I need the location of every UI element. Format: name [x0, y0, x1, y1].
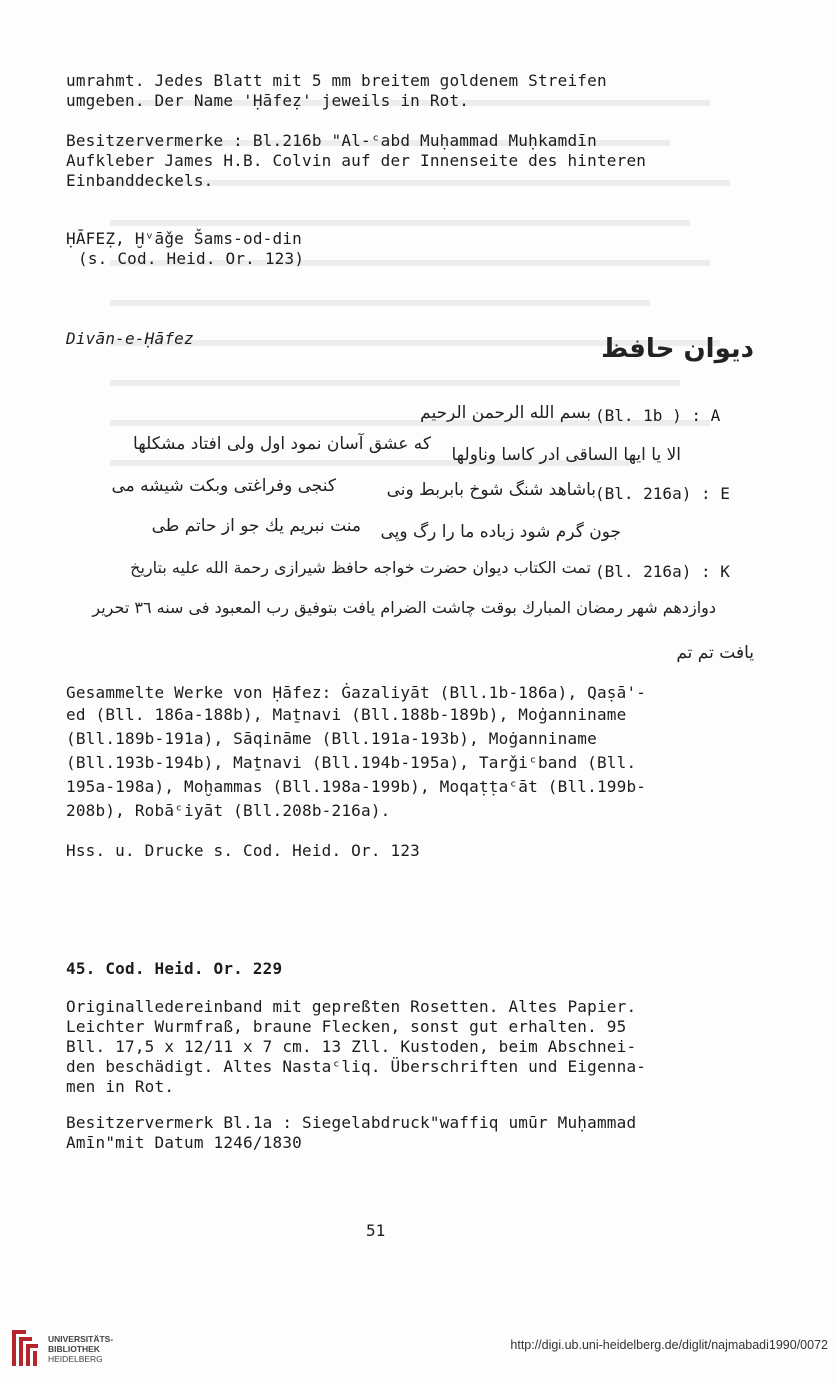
text-line: Originalledereinband mit gepreßten Rosetten. Altes Papier.	[66, 997, 637, 1016]
text-line: ed (Bll. 186a-188b), Maṯnavi (Bll.188b-189b), Moġanniname	[66, 705, 627, 724]
logo-text-line: HEIDELBERG	[48, 1354, 103, 1364]
entry-number-heading: 45. Cod. Heid. Or. 229	[66, 959, 283, 978]
text-line: Einbanddeckels.	[66, 171, 214, 190]
text-line: Bll. 17,5 x 12/11 x 7 cm. 13 Zll. Kustoden, beim Abschnei-	[66, 1037, 637, 1056]
text-line: (Bll.189b-191a), Sāqināme (Bll.191a-193b), Moġanniname	[66, 729, 597, 748]
logo-text-line: BIBLIOTHEK	[48, 1344, 100, 1354]
arabic-incipit: بسم الله الرحمن الرحيم	[420, 403, 591, 423]
arabic-verse: كه عشق آسان نمود اول ولى افتاد مشكلها	[133, 434, 431, 454]
text-line: Amīn"mit Datum 1246/1830	[66, 1133, 302, 1152]
text-line: (Bll.193b-194b), Maṯnavi (Bll.194b-195a), Tarǧiᶜband (Bll.	[66, 753, 637, 772]
logo-text-line: UNIVERSITÄTS-	[48, 1334, 114, 1344]
footer-bar	[0, 1318, 836, 1378]
arabic-verse: منت نبريم يك جو از حاتم طى	[151, 516, 361, 536]
arabic-verse: باشاهد شنگ شوخ بابربط ونى	[386, 480, 596, 500]
text-line: Gesammelte Werke von Ḥāfez: Ġazaliyāt (Bll.1b-186a), Qaṣā'-	[66, 683, 647, 702]
arabic-verse: كنجى وفراغتى وبكت شيشه مى	[111, 476, 336, 496]
arabic-verse: الا يا ايها الساقى ادر كاسا وناولها	[451, 445, 681, 465]
text-line: 195a-198a), Moḫammas (Bll.198a-199b), Moqaṭṭaᶜāt (Bll.199b-	[66, 777, 647, 796]
arabic-colophon: تمت الكتاب ديوان حضرت خواجه حافظ شيرازى رحمة الله عليه بتاريخ	[130, 558, 591, 577]
folio-ref: (Bl. 216a) : K	[595, 562, 730, 581]
text-line: Hss. u. Drucke s. Cod. Heid. Or. 123	[66, 841, 420, 860]
text-line: umrahmt. Jedes Blatt mit 5 mm breitem goldenem Streifen	[66, 71, 607, 90]
folio-ref: (Bl. 216a) : E	[595, 484, 730, 503]
work-title: Divān-e-Ḥāfez	[66, 329, 194, 348]
library-logo-icon	[8, 1326, 44, 1370]
text-line: men in Rot.	[66, 1077, 175, 1096]
text-line: Aufkleber James H.B. Colvin auf der Innenseite des hinteren	[66, 151, 647, 170]
text-line: Leichter Wurmfraß, braune Flecken, sonst gut erhalten. 95	[66, 1017, 627, 1036]
folio-ref: (Bl. 1b ) : A	[595, 406, 721, 425]
page-number: 51	[366, 1221, 386, 1240]
arabic-title: ديوان حافظ	[601, 334, 754, 364]
arabic-verse: جون گرم شود زباده ما را رگ وپى	[380, 522, 621, 542]
source-url-link[interactable]: http://digi.ub.uni-heidelberg.de/diglit/najmabadi1990/0072	[510, 1338, 828, 1352]
entry-heading: ḤĀFEẒ, Ḫᵛāǧe Šams-od-din	[66, 229, 302, 248]
text-line: Besitzervermerke : Bl.216b "Al-ᶜabd Muḥammad Muḥkamdīn	[66, 131, 597, 150]
text-line: Besitzervermerk Bl.1a : Siegelabdruck"waffiq umūr Muḥammad	[66, 1113, 637, 1132]
arabic-colophon: يافت تم تم	[676, 643, 754, 663]
cross-reference: (s. Cod. Heid. Or. 123)	[78, 249, 305, 268]
arabic-colophon: دوازدهم شهر رمضان المبارك بوقت چاشت الضرام يافت بتوفيق رب المعبود فى سنه ٣٦ تحرير	[92, 598, 716, 617]
text-line: den beschädigt. Altes Nastaᶜliq. Überschriften und Eigenna-	[66, 1057, 647, 1076]
text-line: umgeben. Der Name 'Ḥāfeẓ' jeweils in Rot.	[66, 91, 470, 110]
text-line: 208b), Robāᶜiyāt (Bll.208b-216a).	[66, 801, 391, 820]
